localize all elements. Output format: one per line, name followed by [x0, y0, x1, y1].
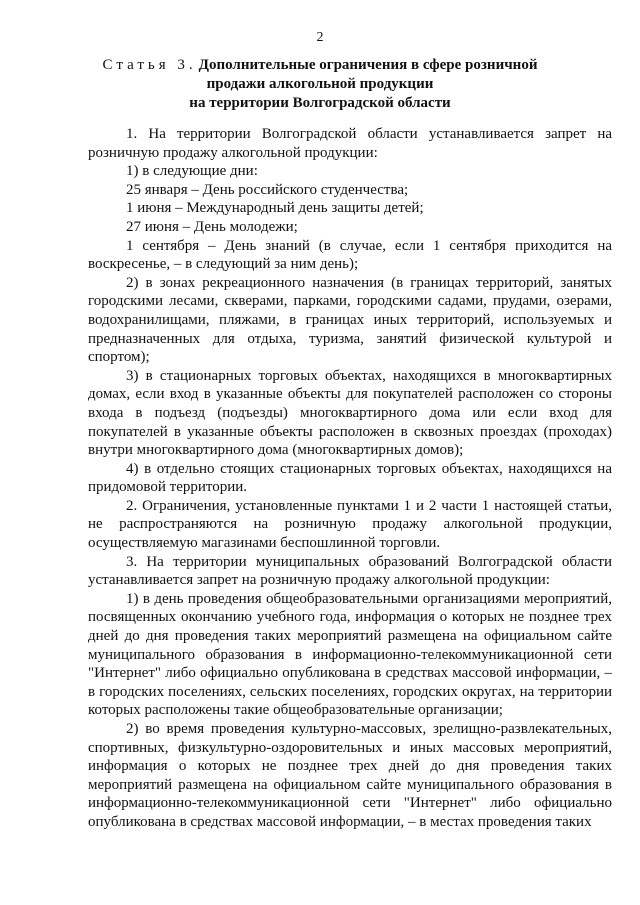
paragraph-item-1-days: 1) в следующие дни:: [126, 163, 258, 180]
paragraph-part-3-item-2: 2) во время проведения культурно-массовых, зрелищно-развлекательных, спортивных, физкультурно-оздоровительных и иных массовых мероприятий, информация о которых не позднее трех дней до дня проведения таких мероприятий размещена на официальном сайте муниципального образования в информационно-телекоммуникационной сети "Интернет" либо официально опубликована в средствах массовой информации, – в местах проведения таких: [88, 721, 612, 830]
article-title-line-1: Дополнительные ограничения в сфере розничной: [198, 57, 538, 73]
page-number: 2: [316, 30, 324, 45]
paragraph-part-3-item-1: 1) в день проведения общеобразовательными организациями мероприятий, посвященных окончанию учебного года, информация о которых не позднее трех дней до дня проведения таких мероприятий размещена на официальном сайте муниципального образования в информационно-телекоммуникационной сети "Интернет" либо официально опубликована в средствах массовой информации, – в городских поселениях, сельских поселениях, городских округах, на территории которых расположены такие общеобразовательные организации;: [88, 590, 612, 719]
article-heading: [0, 56, 640, 113]
paragraph-item-2-recreation: 2) в зонах рекреационного назначения (в границах территорий, занятых городскими лесами, скверами, парками, городскими садами, прудами, озерами, водохранилищами, пляжами, в границах иных территорий, используемых и предназначенных для отдыха, туризма, занятий физической культурой и спортом);: [88, 274, 612, 366]
paragraph-item-3-apartment-buildings: 3) в стационарных торговых объектах, находящихся в многоквартирных домах, если вход в указанные объекты для покупателей расположен со стороны входа в подъезд (подъезды) многоквартирного дома или если вход для покупателей в указанные объекты расположен в сквозных проездах (проходах) внутри многоквартирного дома (многоквартирных домов);: [88, 367, 612, 459]
article-title-line-3: на территории Волгоградской области: [189, 95, 451, 111]
article-heading-line-1: [0, 56, 640, 75]
paragraph-date-jun-1: 1 июня – Международный день защиты детей;: [126, 200, 424, 217]
paragraph-date-jan-25: 25 января – День российского студенчества;: [126, 181, 409, 198]
article-label: Статья 3.: [102, 57, 197, 73]
paragraph-part-1-intro: 1. На территории Волгоградской области устанавливается запрет на розничную продажу алкогольной продукции:: [88, 126, 612, 161]
paragraph-part-3-intro: 3. На территории муниципальных образований Волгоградской области устанавливается запрет на розничную продажу алкогольной продукции:: [88, 553, 612, 589]
paragraph-date-jun-27: 27 июня – День молодежи;: [126, 218, 298, 235]
paragraph-date-sep-1: 1 сентября – День знаний (в случае, если 1 сентября приходится на воскресенье, – в следующий за ним день);: [88, 237, 612, 273]
paragraph-part-2: 2. Ограничения, установленные пунктами 1 и 2 части 1 настоящей статьи, не распространяются на розничную продажу алкогольной продукции, осуществляемую магазинами беспошлинной торговли.: [88, 497, 612, 552]
article-title-line-2: продажи алкогольной продукции: [206, 76, 434, 92]
article-body: [88, 125, 612, 832]
paragraph-item-4-standalone: 4) в отдельно стоящих стационарных торговых объектах, находящихся на придомовой территории.: [88, 460, 612, 496]
